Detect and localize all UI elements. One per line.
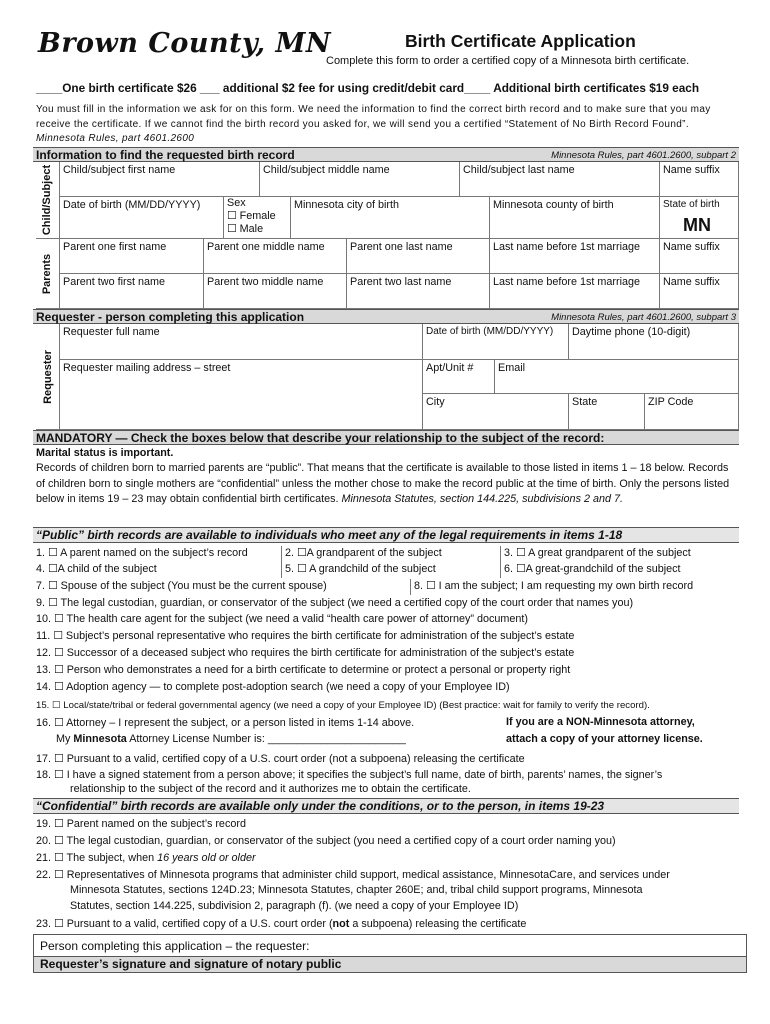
side-label-parents: Parents	[36, 239, 60, 309]
mandatory-paragraph: Records of children born to married parents are “public”. That means that the certificate is available to those listed in items 1 – 18 below. Records of children born to single mothers are “confidential” unless the mother chose to make the record public at the time of birth. Only the persons listed below in items 19 – 23 may obtain confidential birth certificates. Minnesota Statutes, section 144.225, subdivisions 2 and 7.	[36, 462, 730, 505]
parent1-last-name-field[interactable]: Parent one last name	[347, 239, 490, 274]
parent1-first-name-field[interactable]: Parent one first name	[60, 239, 204, 274]
fee-line: ____One birth certificate $26 ___ additional $2 fee for using credit/debit card____ Additional birth certificates $19 each	[36, 81, 700, 95]
requester-email-field[interactable]: Email	[495, 360, 739, 394]
checkbox-item-22-cont2: Statutes, section 144.225, subdivision 2, paragraph (f). (we need a copy of your Employee ID)	[70, 900, 519, 912]
parent2-middle-name-field[interactable]: Parent two middle name	[204, 274, 347, 309]
parent1-middle-name-field[interactable]: Parent one middle name	[204, 239, 347, 274]
column-divider	[281, 546, 282, 578]
checkbox-item-22-cont1: Minnesota Statutes, sections 124D.23; Minnesota Statutes, chapter 260E; and, tribal child support programs, Minnesota	[70, 884, 643, 896]
checkbox-item-1[interactable]: 1. ☐ A parent named on the subject’s record	[36, 547, 248, 559]
state-of-birth-field: State of birth	[660, 197, 739, 239]
column-divider	[410, 579, 411, 595]
checkbox-item-7[interactable]: 7. ☐ Spouse of the subject (You must be the current spouse)	[36, 580, 327, 592]
checkbox-item-17[interactable]: 17. ☐ Pursuant to a valid, certified copy of a U.S. court order (not a subpoena) releasing the certificate	[36, 753, 525, 765]
mandatory-header: MANDATORY — Check the boxes below that describe your relationship to the subject of the record:	[33, 430, 739, 445]
state-of-birth-value: MN	[683, 215, 711, 235]
public-records-header: “Public” birth records are available to individuals who meet any of the legal requirements in items 1-18	[33, 527, 739, 543]
requester-zip-field[interactable]: ZIP Code	[645, 394, 739, 430]
parent2-first-name-field[interactable]: Parent two first name	[60, 274, 204, 309]
statute-reference: Minnesota Statutes, section 144.225, subdivisions 2 and 7.	[341, 493, 623, 505]
section-title: Information to find the requested birth record	[36, 148, 295, 162]
intro-rule: Minnesota Rules, part 4601.2600	[36, 133, 195, 144]
section-rule: Minnesota Rules, part 4601.2600, subpart 3	[551, 312, 736, 323]
city-of-birth-field[interactable]: Minnesota city of birth	[291, 197, 490, 239]
requester-phone-field[interactable]: Daytime phone (10-digit)	[569, 324, 739, 360]
checkbox-item-18-cont: relationship to the subject of the record and it authorizes me to obtain the certificate.	[70, 783, 471, 795]
checkbox-item-9[interactable]: 9. ☐ The legal custodian, guardian, or conservator of the subject (we need a certified copy of the court order that names you)	[36, 597, 634, 609]
requester-box	[33, 934, 747, 957]
checkbox-item-22[interactable]: 22. ☐ Representatives of Minnesota programs that administer child support, medical assistance, MinnesotaCare, and services under	[36, 869, 670, 881]
child-middle-name-field[interactable]: Child/subject middle name	[260, 162, 460, 197]
intro-paragraph	[36, 103, 740, 147]
section-requester-header	[33, 309, 739, 324]
child-first-name-field[interactable]: Child/subject first name	[60, 162, 260, 197]
parent2-last-name-field[interactable]: Parent two last name	[347, 274, 490, 309]
checkbox-item-19[interactable]: 19. ☐ Parent named on the subject’s record	[36, 818, 246, 830]
checkbox-item-12[interactable]: 12. ☐ Successor of a deceased subject who requires the birth certificate for administration of the subject’s estate	[36, 647, 575, 659]
checkbox-item-23[interactable]: 23. ☐ Pursuant to a valid, certified copy of a U.S. court order (not a subpoena) releasing the certificate	[36, 918, 527, 930]
checkbox-item-11[interactable]: 11. ☐ Subject’s personal representative who requires the birth certificate for administration of the subject’s estate	[36, 630, 575, 642]
checkbox-item-3[interactable]: 3. ☐ A great grandparent of the subject	[504, 547, 691, 559]
requester-city-field[interactable]: City	[423, 394, 569, 430]
parent2-maiden-name-field[interactable]: Last name before 1st marriage	[490, 274, 660, 309]
requester-full-name-field[interactable]: Requester full name	[60, 324, 423, 360]
checkbox-item-4[interactable]: 4. ☐A child of the subject	[36, 563, 157, 575]
sex-field: Sex ☐ Female ☐ Male	[224, 197, 291, 239]
requester-apt-field[interactable]: Apt/Unit #	[423, 360, 495, 394]
requester-label: Person completing this application – the requester:	[40, 939, 310, 953]
requester-state-field[interactable]: State	[569, 394, 645, 430]
marital-status-note: Marital status is important.	[36, 447, 174, 459]
checkbox-item-13[interactable]: 13. ☐ Person who demonstrates a need for a birth certificate to determine or protect a personal or property right	[36, 664, 571, 676]
signature-header: Requester’s signature and signature of notary public	[33, 957, 747, 973]
parent1-suffix-field[interactable]: Name suffix	[660, 239, 739, 274]
attorney-note-2: attach a copy of your attorney license.	[506, 733, 703, 745]
form-title: Birth Certificate Application	[405, 31, 636, 51]
attorney-note-1: If you are a NON-Minnesota attorney,	[506, 716, 695, 728]
checkbox-item-15[interactable]: 15. ☐ Local/state/tribal or federal governmental agency (we need a copy of your Employee ID) (Best practice: wait for family to verify the record).	[36, 700, 650, 711]
checkbox-item-21[interactable]: 21. ☐ The subject, when 16 years old or older	[36, 852, 256, 864]
checkbox-item-5[interactable]: 5. ☐ A grandchild of the subject	[285, 563, 436, 575]
section-title: Requester - person completing this application	[36, 310, 305, 324]
parent1-maiden-name-field[interactable]: Last name before 1st marriage	[490, 239, 660, 274]
county-logo: Brown County, MN	[38, 28, 332, 59]
checkbox-item-6[interactable]: 6. ☐A great-grandchild of the subject	[504, 563, 681, 575]
checkbox-item-18[interactable]: 18. ☐ I have a signed statement from a person above; it specifies the subject’s full name, date of birth, parents’ names, the signer’s	[36, 769, 663, 781]
county-of-birth-field[interactable]: Minnesota county of birth	[490, 197, 660, 239]
child-name-suffix-field[interactable]: Name suffix	[660, 162, 739, 197]
child-dob-field[interactable]: Date of birth (MM/DD/YYYY)	[60, 197, 224, 239]
sex-male-checkbox[interactable]: ☐ Male	[227, 223, 264, 235]
intro-text: You must fill in the information we ask for on this form. We need the information to find the correct birth record and to make sure that you may receive the certificate. If we cannot find the birth record you asked for, we will send you a certified “Statement of No Birth Record Found”.	[36, 104, 711, 130]
sex-female-checkbox[interactable]: ☐ Female	[227, 210, 276, 222]
requester-dob-field[interactable]: Date of birth (MM/DD/YYYY)	[423, 324, 569, 360]
section-birth-record-header	[33, 147, 739, 162]
requester-street-field[interactable]: Requester mailing address – street	[60, 360, 423, 430]
confidential-records-header: “Confidential” birth records are available only under the conditions, or to the person, in items 19-23	[33, 798, 739, 814]
side-label-requester: Requester	[36, 324, 60, 430]
child-last-name-field[interactable]: Child/subject last name	[460, 162, 660, 197]
parent2-suffix-field[interactable]: Name suffix	[660, 274, 739, 309]
side-label-child: Child/Subject	[36, 162, 60, 239]
checkbox-item-14[interactable]: 14. ☐ Adoption agency — to complete post-adoption search (we need a copy of your Employee ID)	[36, 681, 510, 693]
section-rule: Minnesota Rules, part 4601.2600, subpart 2	[551, 150, 736, 161]
checkbox-item-20[interactable]: 20. ☐ The legal custodian, guardian, or conservator of the subject (you need a certified copy of a court order naming you)	[36, 835, 616, 847]
attorney-license-line: My Minnesota Attorney License Number is: _______________________	[56, 733, 406, 745]
attorney-license-input[interactable]: Attorney License Number is: _______________________	[126, 733, 406, 745]
column-divider	[500, 546, 501, 578]
checkbox-item-8[interactable]: 8. ☐ I am the subject; I am requesting my own birth record	[414, 580, 694, 592]
form-subtitle: Complete this form to order a certified copy of a Minnesota birth certificate.	[326, 55, 690, 67]
checkbox-item-2[interactable]: 2. ☐A grandparent of the subject	[285, 547, 442, 559]
checkbox-item-10[interactable]: 10. ☐ The health care agent for the subject (we need a valid “health care power of attorney” document)	[36, 613, 529, 625]
checkbox-item-16[interactable]: 16. ☐ Attorney – I represent the subject, or a person listed in items 1-14 above.	[36, 717, 415, 729]
